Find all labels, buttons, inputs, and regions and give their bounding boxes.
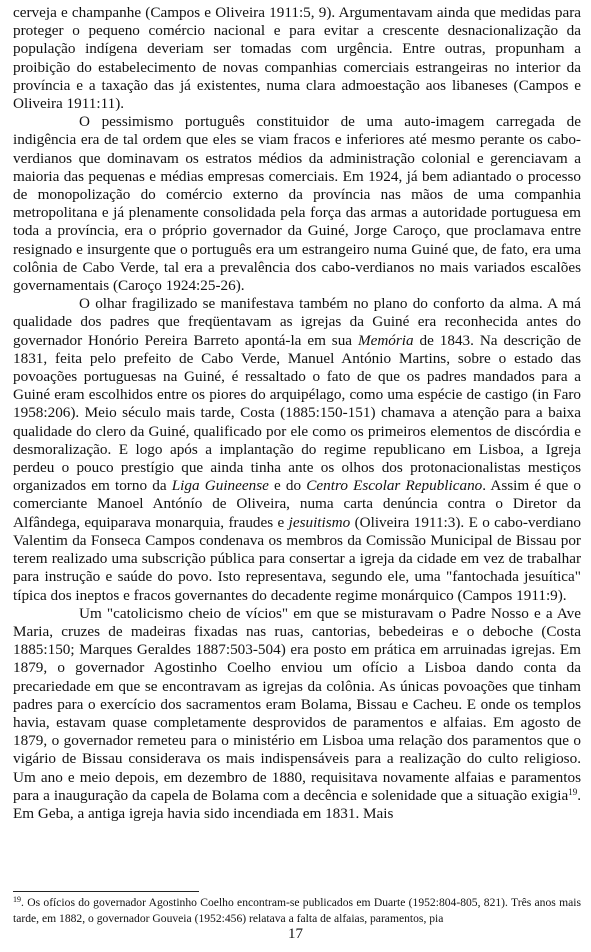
text-segment: . Os ofícios do governador Agostinho Coelho encontram-se publicados em Duarte (1952:804-805, 821). Três anos mais tarde, em 1882, o governador Gouveia (1952:456) relatava a falta de alfaias, paramentos, pia (13, 896, 581, 925)
paragraph-pessimismo (13, 113, 581, 295)
text-segment: Um "catolicismo cheio de vícios" em que se misturavam o Padre Nosso e a Ave Maria, cruzes de madeiras fixadas nas ruas, cantorias, bebedeiras e o deboche (Costa 1885:150; Marques Geraldes 1887:503-504) era posto em prática em arruinadas igrejas. Em 1879, o governador Agostinho Coelho enviou um ofício a Lisboa dando conta da precariedade em que se encontravam as igrejas da colônia. As únicas povoações que tinham padres para o exercício dos sacramentos eram Bolama, Bissau e Cacheu. E onde os templos havia, estavam quase completamente desprovidos de paramentos e alfaias. Em agosto de 1879, o governador remeteu para o ministério em Lisboa uma relação dos paramentos que o vigário de Bissau considerava os mais indispensáveis para a realização do culto religioso. Um ano e meio depois, em dezembro de 1880, requisitava novamente alfaias e paramentos para a inauguração da capela de Bolama com a decência e solenidade que a situação exigia (13, 604, 581, 804)
paragraph-continued (13, 4, 581, 113)
paragraph-catolicismo (13, 605, 581, 823)
footnote-19 (13, 895, 581, 927)
footnote-text (13, 896, 581, 925)
text-segment: (Oliveira 1911:3). E o cabo-verdiano Valentim da Fonseca Campos condenava os membros da Comissão Municipal de Bissau por terem realizado uma subscrição pública para consertar a igreja da cidade em vez de trabalhar para instrução e saúde do povo. Isto representava, segundo ele, uma "fantochada jesuítica" típica dos ineptos e fracos governantes do decadente regime monárquico (Campos 1911:9). (13, 513, 582, 604)
text-segment: O olhar fragilizado se manifestava também no plano do conforto da alma. A má qualidade dos padres que freqüentavam as igrejas da Guiné era reconhecida antes do governador Honório Pereira Barreto apontá-la em sua (13, 295, 581, 349)
footnotes (13, 895, 581, 927)
italic-text: Centro Escolar Republicano (306, 477, 483, 495)
text-segment: e do (268, 477, 307, 495)
text-segment: . Assim é que o comerciante Manoel Antónío de Oliveira, numa carta denúncia contra o Diretor da Alfândega, equiparava monarquia, fraudes e (13, 477, 581, 531)
body-text (13, 4, 581, 823)
paragraph-olhar (13, 295, 581, 604)
text-segment: cerveja e champanhe (Campos e Oliveira 1911:5, 9). Argumentavam ainda que medidas para proteger o pequeno comércio nacional e para evitar a crescente desnacionalização da população indígena deveriam ser tomadas com urgência. Entre outras, propunham a proibição do estabelecimento de novas companhias comerciais estrangeiras no interior da província e a taxação das já existentes, numa clara admoestação aos libaneses (Campos e Oliveira 1911:11). (13, 4, 581, 113)
text-segment: de 1843. Na descrição de 1831, feita pelo prefeito de Cabo Verde, Manuel António Martins, sobre o estado das povoações portuguesas na Guiné, é ressaltado o fato de que os padres mandados para a Guiné eram escolhidos entre os piores do arquipélago, como uma espécie de castigo (in Faro 1958:206). Meio século mais tarde, Costa (1885:150-151) chamava a atenção para a baixa qualidade do clero da Guiné, qualificado por ele como os primeiros elementos de discórdia e desmoralização. E logo após a implantação do regime republicano em Lisboa, a Igreja perdeu o pouco prestígio que ainda tinha ante os olhos dos protonacionalistas mestiços organizados em torno da (13, 331, 582, 495)
footnote-divider (13, 891, 199, 892)
text-segment: O pessimismo português constituidor de uma auto-imagem carregada de indigência era de tal ordem que eles se viam fracos e inferiores até mesmo perante os cabo-verdianos que dominavam os estratos médios da administração colonial e gerenciavam a maioria das pequenas e médias empresas comerciais. Em 1924, já bem adiantado o processo de monopolização do comércio externo da província nas mãos de uma companhia metropolitana e já plenamente consolidada pela força das armas a autoridade portuguesa em toda a província, era o próprio governador da Guiné, Jorge Caroço, que proclamava entre resignado e insurgente que o português era um estrangeiro numa Guiné que, de fato, era uma colônia de Cabo Verde, tal era a prevalência dos cabo-verdianos no mais variados escalões governamentais (Caroço 1924:25-26). (13, 113, 581, 295)
italic-text: jesuitismo (288, 513, 351, 531)
page-number: 17 (288, 926, 303, 942)
footnote-marker: 19 (13, 895, 21, 904)
text-segment: . Em Geba, a antiga igreja havia sido incendiada em 1831. Mais (13, 786, 581, 822)
footnote-reference: 19 (568, 786, 578, 797)
italic-text: Liga Guineense (171, 477, 269, 495)
italic-text: Memória (357, 331, 414, 349)
